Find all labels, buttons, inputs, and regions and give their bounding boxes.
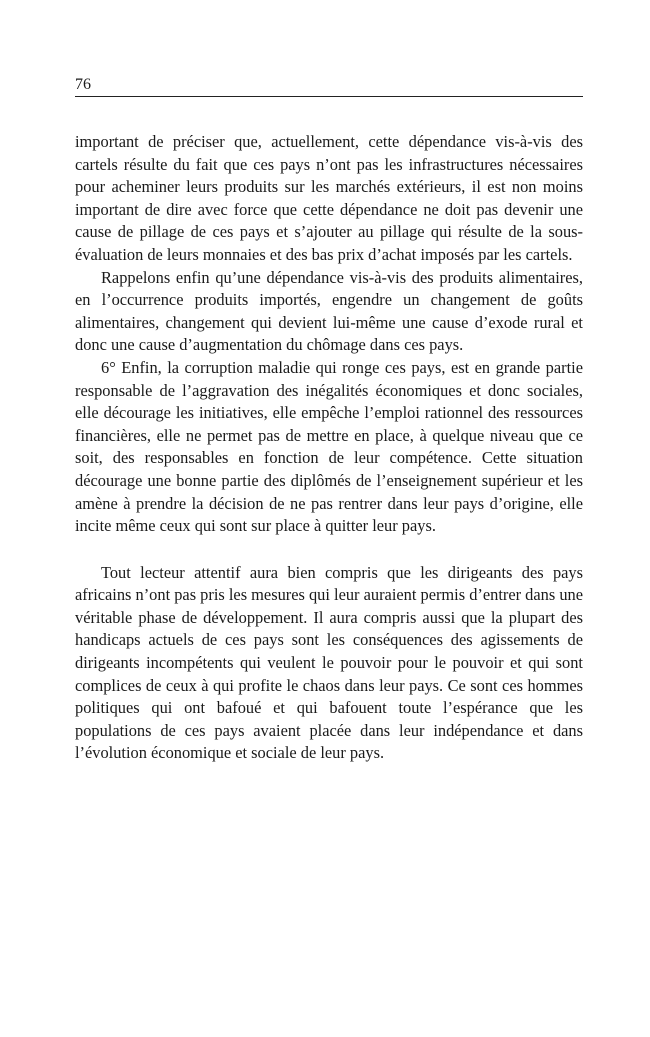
header-rule (75, 96, 583, 97)
paragraph-conclusion: Tout lecteur attentif aura bien compris que les dirigeants des pays africains n’ont pas pris les mesures qui leur auraient permis d’entrer dans une véritable phase de développement. Il aura compris aussi que la plupart des handicaps actuels de ces pays sont les conséquences des agissements de dirigeants incompétents qui veulent le pouvoir pour le pouvoir et qui sont complices de ceux à qui profite le chaos dans leur pays. Ce sont ces hommes politiques qui ont bafoué et qui bafouent toute l’espérance que les populations de ces pays avaient placée dans leur indépendance et dans l’évolution économique et sociale de leur pays. (75, 562, 583, 763)
page-number: 76 (75, 76, 91, 93)
paragraph-point-6: 6° Enfin, la corruption maladie qui ronge ces pays, est en grande partie responsable de l’aggravation des inégalités économiques et donc sociales, elle décourage les initiatives, elle empêche l’emploi rationnel des ressources financières, elle ne permet pas de mettre en place, à quelque niveau que ce soit, des responsables en fonction de leur compétence. Cette situation décourage une bonne partie des diplômés de l’enseignement supérieur et les amène à prendre la décision de ne pas rentrer dans leur pays d’origine, elle incite même ceux qui sont sur place à quitter leur pays. (75, 357, 583, 536)
body-text (75, 131, 583, 765)
paragraph-continuation: important de préciser que, actuellement, cette dépendance vis-à-vis des cartels résulte du fait que ces pays n’ont pas les infrastructures nécessaires pour acheminer leurs produits sur les marchés extérieurs, il est non moins important de dire avec force que cette dépendance ne doit pas devenir une cause de pillage de ces pays et s’ajouter au pillage qui résulte de la sous-évaluation de leurs monnaies et des bas prix d’achat imposés par les cartels. (75, 132, 583, 264)
paragraph-gap (75, 538, 583, 562)
book-page (75, 76, 583, 765)
paragraph-rappelons: Rappelons enfin qu’une dépendance vis-à-vis des produits alimentaires, en l’occurrence produits importés, engendre un changement de goûts alimentaires, changement qui devient lui-même une cause d’exode rural et donc une cause d’augmentation du chômage dans ces pays. (75, 267, 583, 355)
